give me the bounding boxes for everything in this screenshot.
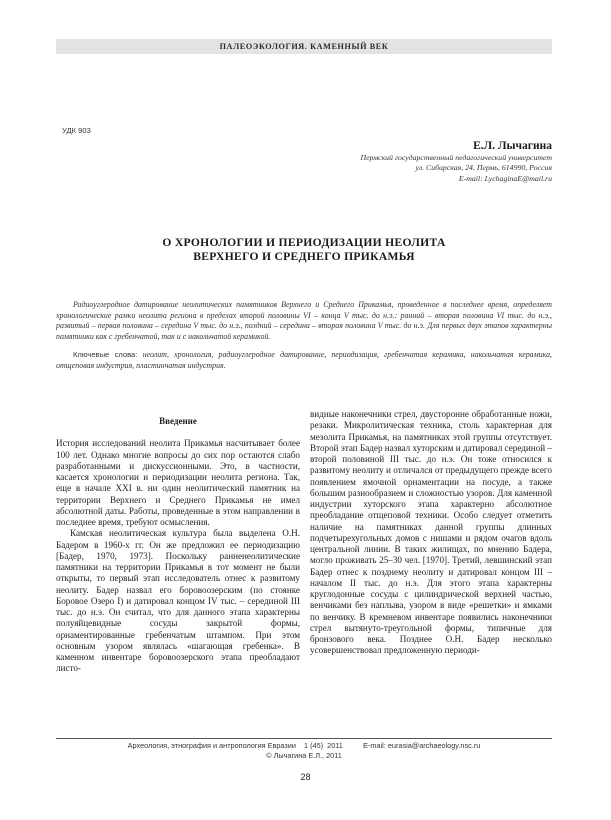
footer-journal-line [56, 741, 552, 750]
author-address: ул. Сибирская, 24, Пермь, 614990, Россия [415, 163, 552, 173]
footer-issue: 1 (45) [304, 741, 324, 750]
footer-journal-name: Археология, этнография и антропология Евразии [127, 741, 296, 750]
author-block [360, 139, 552, 184]
paragraph: видные наконечники стрел, двусторонне обработанные ножи, резаки. Микролитическая техника, столь характерная для мезолита Прикамья, на памятниках этой группы отсутствует. Второй этап Бадер назвал хуторским и датировал серединой – второй половиной III тыс. до н.э. Он тоже относился к развитому неолиту и отличался от предыдущего прежде всего появлением ямочной орнаментации на посуде, а также большим разнообразием и сложностью узоров. Для каменной индустрии хуторского этапа характерно абсолютное преобладание отщеповой техники. Особо следует отметить наличие на памятниках данной группы длинных подчетырехугольных домов с нишами и рядом очагов вдоль центральной линии. В таких жилищах, по мнению Бадера, могло проживать 25–30 чел. [1970]. Третий, левшинский этап Бадер отнес к позднему неолиту и датировал концом III – началом II тыс. до н.э. Для этого этапа характерны круглодонные сосуды с цилиндрической верхней частью, венчиками без наплыва, узором в виде «решетки» и ямками по венчику. В кремневом инвентаре появились наконечники стрел вытянуто-треугольной формы, типичные для бронзового века. Позднее О.Н. Бадер несколько усовершенствовал предложенную периоди- [310, 409, 552, 656]
body-column-2 [310, 409, 552, 657]
keywords-list: неолит, хронология, радиоуглеродное датирование, периодизация, гребенчатая керамика, накольчатая керамика, отщеповая индустрия, пластинчатая индустрия. [56, 350, 552, 370]
footer-year: 2011 [327, 741, 343, 750]
page-number: 28 [300, 772, 311, 782]
footer-email[interactable]: E-mail: eurasia@archaeology.nsc.ru [363, 741, 481, 750]
abstract: Радиоуглеродное датирование неолитических памятников Верхнего и Среднего Прикамья, проведенное в последнее время, определяет хронологические рамки неолита региона в пределах второй половины VI – конца V тыс. до н.э.: ранний – вторая половина VI тыс. до н.э., развитый – первая половина – середина V тыс. до н.э., поздний – середина – вторая половина V тыс. до н.э. Для первых двух этапов характерны памятники как с гребенчатой, так и с накольчатой керамикой. [56, 300, 552, 341]
udk-code: УДК 903 [62, 126, 91, 135]
keywords [56, 350, 552, 371]
footer-divider [56, 738, 552, 739]
article-title [56, 236, 552, 264]
footer-copyright: © Лычагина Е.Л., 2011 [266, 751, 342, 760]
keywords-label: Ключевые слова: [73, 350, 143, 359]
article-title-line-2: ВЕРХНЕГО И СРЕДНЕГО ПРИКАМЬЯ [193, 250, 415, 263]
author-name: Е.Л. Лычагина [473, 140, 552, 152]
author-email[interactable]: E-mail: LychaginaE@mail.ru [458, 173, 552, 183]
running-header [56, 39, 552, 54]
article-title-line-1: О ХРОНОЛОГИИ И ПЕРИОДИЗАЦИИ НЕОЛИТА [162, 236, 446, 249]
paragraph: Камская неолитическая культура была выделена О.Н. Бадером в 1960-х гг. Он же предложил ее периодизацию [Бадер, 1970, 1973]. Поскольку ранненеолитические памятники на территории Прикамья в тот момент не были открыты, то первый этап исследователь отнес к развитому неолиту. Бадер назвал его боровоозерским (по стоянке Боровое Озеро I) и датировал концом IV тыс. – серединой III тыс. до н.э. Он считал, что для данного этапа характерны полуяйцевидные сосуды закрытой формы, орнаментированные гребенчатым штампом. При этом основным узором являлась «шагающая гребенка». В каменном инвентаре боровоозерского этапа преобладают листо- [56, 528, 300, 674]
paragraph: История исследований неолита Прикамья насчитывает более 100 лет. Однако многие вопросы до сих пор остаются слабо разработанными и дискуссионными. Это, в частности, касается хронологии и периодизации неолита региона. Так, еще в начале XXI в. ни один неолитический памятник на территории Верхнего и Среднего Прикамья не имел абсолютной даты. Работы, проведенные в этом направлении в последнее время, требуют осмысления. [56, 438, 300, 527]
section-heading-introduction: Введение [159, 416, 197, 426]
body-column-1 [56, 415, 300, 675]
running-header-text: ПАЛЕОЭКОЛОГИЯ. КАМЕННЫЙ ВЕК [219, 42, 389, 51]
author-affiliation: Пермский государственный педагогический университет [360, 153, 552, 162]
